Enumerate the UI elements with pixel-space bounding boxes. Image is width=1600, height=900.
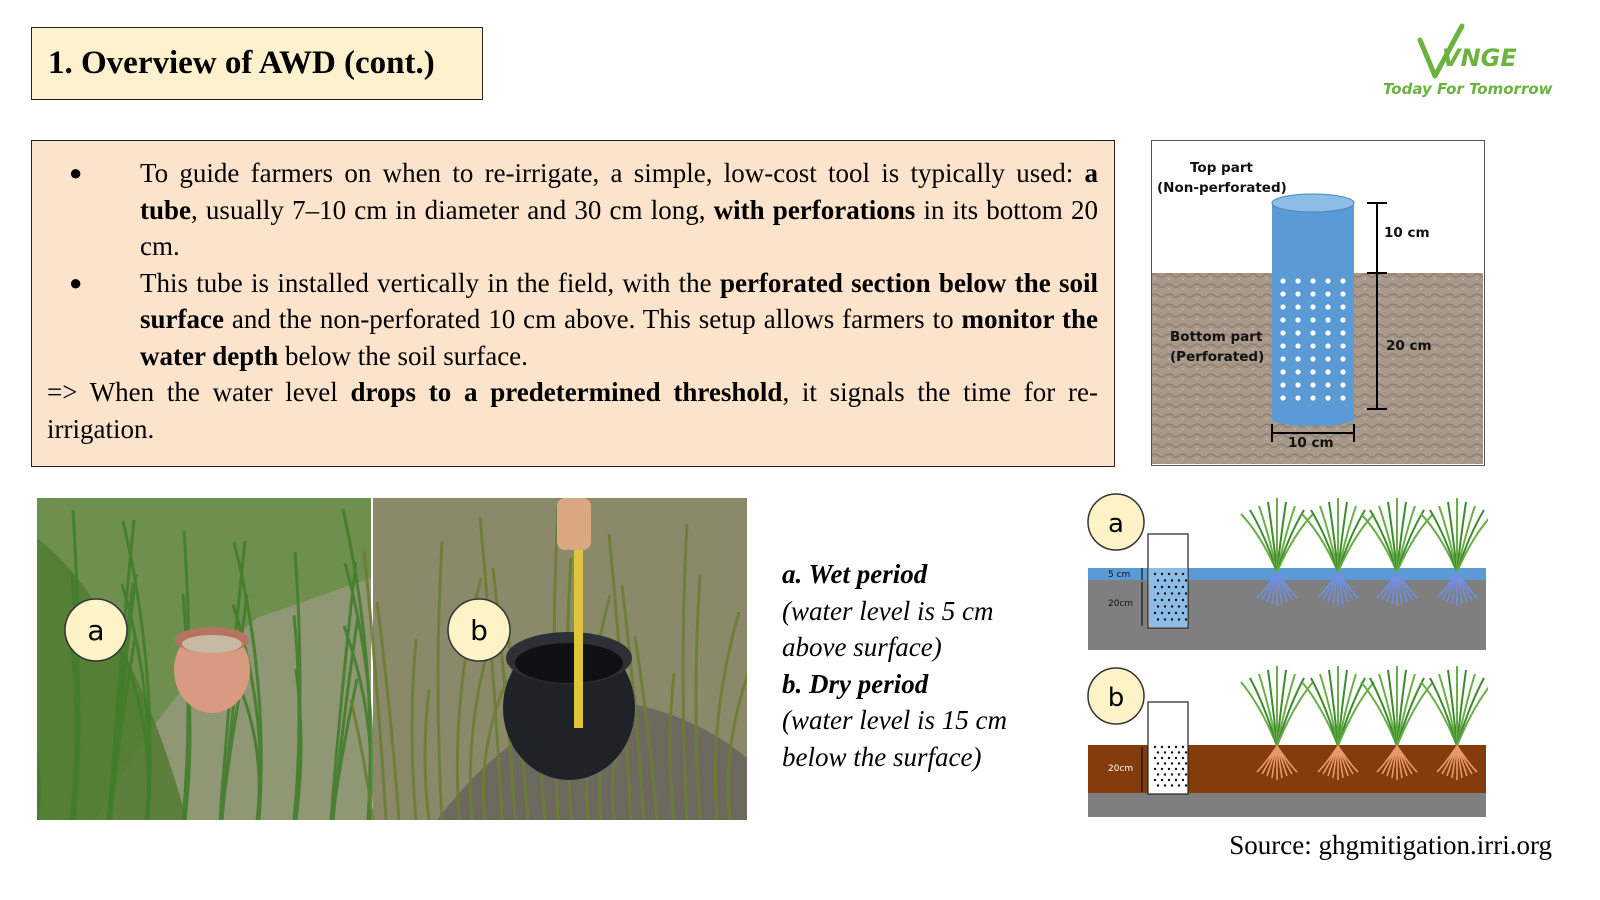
tube-top [1272, 194, 1354, 212]
dim-bottom-label: 20 cm [1386, 338, 1432, 354]
field-photos [37, 498, 747, 820]
wet-period-line-1: (water level is 5 cm [782, 595, 994, 626]
bullet-item-2 [47, 265, 1098, 375]
photo-label-b: b [470, 614, 488, 647]
stage-label-b: b [1107, 683, 1125, 713]
wet-depth-dim: 20cm [1108, 599, 1134, 609]
wet-stage-panel [1088, 494, 1488, 650]
top-part-sublabel: (Non-perforated) [1157, 180, 1287, 196]
content-box [31, 140, 1115, 467]
water-stage-diagram [1082, 490, 1488, 820]
wet-period-line-2: above surface) [782, 632, 942, 662]
dry-period-line-1: (water level is 15 cm [782, 705, 1007, 735]
bullet-dot: ● [69, 160, 83, 185]
photo-dry-field [351, 498, 747, 820]
period-legend [782, 556, 1007, 775]
dim-top-label: 10 cm [1384, 225, 1430, 241]
bullet-item-1 [47, 155, 1098, 265]
bullet-text-1: To guide farmers on when to re-irrigate, a simple, low-cost tool is typically used: a tube, usually 7–10 cm in diameter and 30 cm long, with perforations in its bottom 20 cm. [140, 158, 1098, 261]
bottom-part-label: Bottom part [1170, 329, 1263, 345]
source-citation: Source: ghgmitigation.irri.org [1229, 830, 1552, 860]
slide-title [31, 27, 483, 100]
bottom-part-sublabel: (Perforated) [1170, 349, 1265, 365]
measuring-tape [574, 538, 583, 728]
bullet-dot: ● [69, 269, 83, 295]
bullet-text-2: This tube is installed vertically in the field, with the perforated section below the soil surface and the non-perforated 10 cm above. This setup allows farmers to monitor the water depth below the soil surface. [140, 267, 1098, 371]
logo-mark: VNGE [1442, 44, 1517, 72]
dry-period-line-2: below the surface) [782, 741, 982, 772]
hand [557, 498, 591, 550]
photo-wet-field [37, 498, 372, 820]
dry-depth-dim: 20cm [1108, 764, 1134, 774]
dim-width-label: 10 cm [1288, 435, 1334, 451]
photo-label-a: a [87, 614, 105, 647]
top-part-label: Top part [1190, 160, 1253, 176]
stage-label-a: a [1108, 509, 1124, 539]
conclusion-text: => When the water level drops to a predetermined threshold, it signals the time for re-irrigation. [47, 377, 1098, 444]
dry-stage-panel [1088, 666, 1488, 817]
wet-period-heading: a. Wet period [782, 559, 928, 589]
wet-water-dim: 5 cm [1108, 570, 1131, 580]
slide-title-text: 1. Overview of AWD (cont.) [48, 45, 435, 81]
tube-diagram [1151, 140, 1485, 466]
dry-period-heading: b. Dry period [782, 668, 929, 699]
logo-tagline: Today For Tomorrow [1383, 80, 1553, 98]
